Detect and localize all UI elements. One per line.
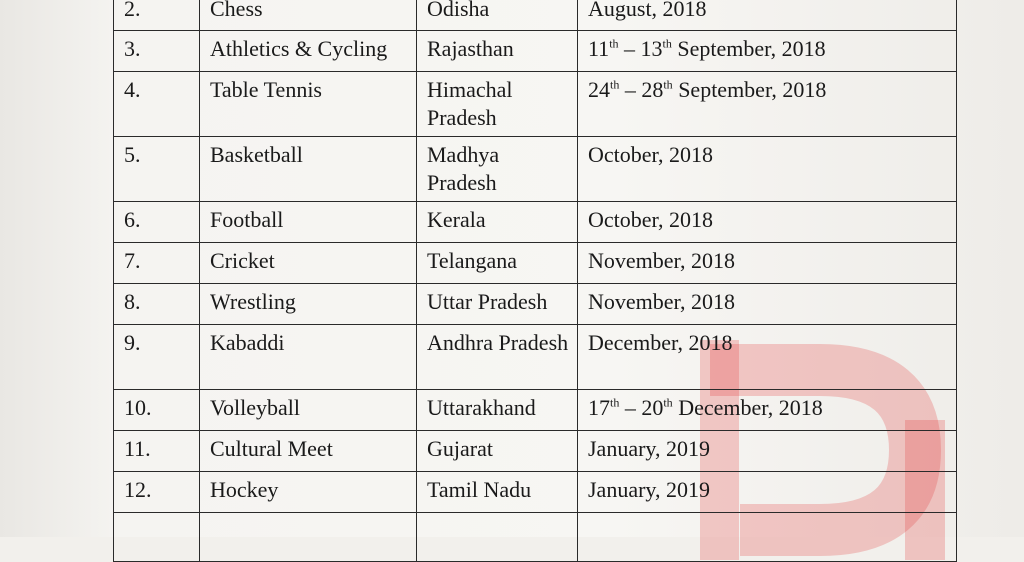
event-date: August, 2018 (578, 0, 957, 31)
venue-state: Uttar Pradesh (417, 284, 578, 325)
event-name: Cultural Meet (200, 431, 417, 472)
table-cell (200, 513, 417, 562)
event-date: 24th – 28th September, 2018 (578, 72, 957, 137)
table-row (114, 284, 957, 325)
event-date: October, 2018 (578, 202, 957, 243)
event-date: December, 2018 (578, 325, 957, 390)
serial-number: 3. (114, 31, 200, 72)
table-cell (114, 513, 200, 562)
table-row (114, 243, 957, 284)
venue-state: Tamil Nadu (417, 472, 578, 513)
serial-number: 10. (114, 390, 200, 431)
table-row (114, 72, 957, 137)
event-date: November, 2018 (578, 243, 957, 284)
table-row (114, 31, 957, 72)
serial-number: 11. (114, 431, 200, 472)
venue-state: Kerala (417, 202, 578, 243)
table-row (114, 137, 957, 202)
event-name: Basketball (200, 137, 417, 202)
event-name: Volleyball (200, 390, 417, 431)
table-cell (578, 513, 957, 562)
serial-number: 8. (114, 284, 200, 325)
table-row (114, 472, 957, 513)
table-row (114, 202, 957, 243)
venue-state: Andhra Pradesh (417, 325, 578, 390)
event-name: Table Tennis (200, 72, 417, 137)
venue-state: Uttarakhand (417, 390, 578, 431)
venue-state: Rajasthan (417, 31, 578, 72)
event-name: Athletics & Cycling (200, 31, 417, 72)
event-name: Kabaddi (200, 325, 417, 390)
serial-number: 9. (114, 325, 200, 390)
event-date: January, 2019 (578, 431, 957, 472)
event-date: November, 2018 (578, 284, 957, 325)
venue-state: Odisha (417, 0, 578, 31)
event-date: October, 2018 (578, 137, 957, 202)
table-row (114, 513, 957, 562)
event-name: Football (200, 202, 417, 243)
table-row (114, 0, 957, 31)
serial-number: 2. (114, 0, 200, 31)
venue-state: Himachal Pradesh (417, 72, 578, 137)
table-cell (417, 513, 578, 562)
venue-state: Gujarat (417, 431, 578, 472)
table-row (114, 325, 957, 390)
event-date: January, 2019 (578, 472, 957, 513)
event-name: Chess (200, 0, 417, 31)
serial-number: 7. (114, 243, 200, 284)
event-name: Cricket (200, 243, 417, 284)
event-date: 11th – 13th September, 2018 (578, 31, 957, 72)
event-name: Wrestling (200, 284, 417, 325)
serial-number: 6. (114, 202, 200, 243)
serial-number: 4. (114, 72, 200, 137)
event-date: 17th – 20th December, 2018 (578, 390, 957, 431)
venue-state: Telangana (417, 243, 578, 284)
table-row (114, 390, 957, 431)
serial-number: 12. (114, 472, 200, 513)
serial-number: 5. (114, 137, 200, 202)
schedule-table (113, 0, 957, 562)
event-name: Hockey (200, 472, 417, 513)
table-row (114, 431, 957, 472)
venue-state: Madhya Pradesh (417, 137, 578, 202)
